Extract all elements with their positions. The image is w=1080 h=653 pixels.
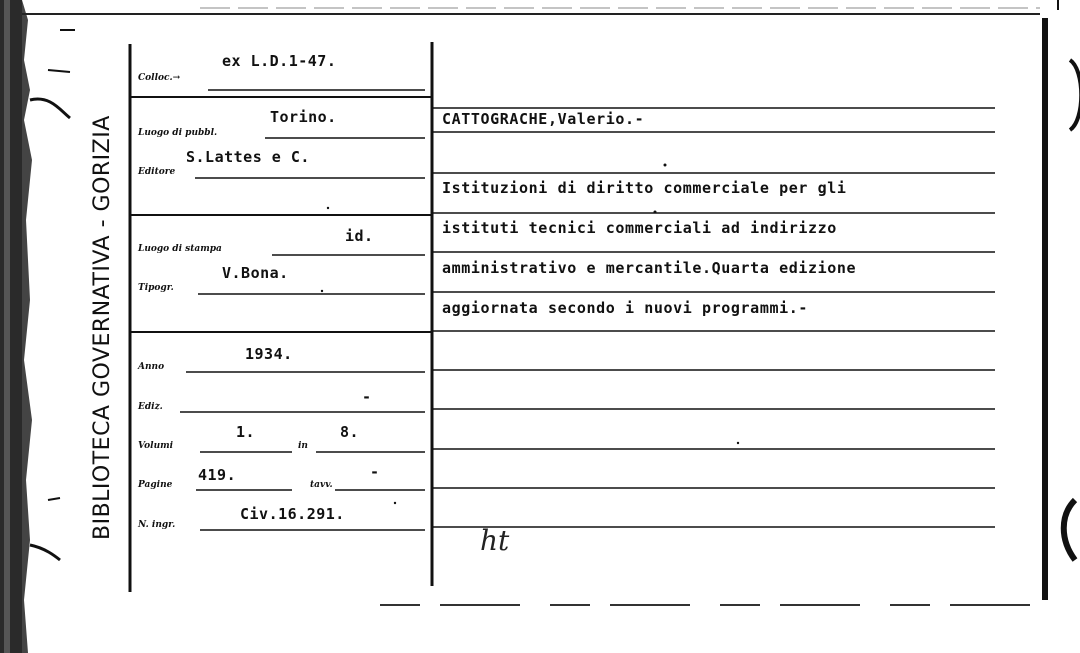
label-pagine: Pagine [138, 480, 173, 490]
value-edizione: - [362, 388, 372, 406]
value-editore: S.Lattes e C. [186, 148, 310, 166]
label-luogo-stampa: Luogo di stampa [138, 244, 222, 254]
title-line-3: amministrativo e mercantile.Quarta edizione [442, 259, 857, 277]
value-volumi: 1. [236, 423, 256, 441]
value-tipografia: V.Bona. [222, 264, 289, 282]
label-editore: Editore [138, 167, 176, 177]
handwritten-signature: ht [480, 524, 510, 557]
title-line-1: Istituzioni di diritto commerciale per gli [442, 179, 847, 197]
title-line-4: aggiornata secondo i nuovi programmi.- [442, 299, 808, 317]
label-n-ingr: N. ingr. [138, 520, 176, 530]
value-anno: 1934. [245, 345, 293, 363]
label-collocazione: Colloc.→ [138, 73, 181, 83]
binding-edge [0, 0, 22, 653]
value-tavole: - [370, 463, 380, 481]
label-luogo-pubbl: Luogo di pubbl. [138, 128, 218, 138]
title-line-2: istituti tecnici commerciali ad indirizzo [442, 219, 837, 237]
value-in: 8. [340, 423, 360, 441]
value-luogo-pubbl: Torino. [270, 108, 337, 126]
author-heading: CATTOGRACHE,Valerio.- [442, 110, 645, 128]
label-edizione: Ediz. [138, 402, 163, 412]
label-volumi: Volumi [138, 441, 174, 451]
label-in: in [298, 441, 308, 451]
value-n-ingr: Civ.16.291. [240, 505, 345, 523]
paper-tear-left [22, 0, 32, 653]
value-luogo-stampa: id. [345, 227, 374, 245]
label-tipografia: Tipogr. [138, 283, 174, 293]
label-tavole: tavv. [310, 480, 333, 490]
label-anno: Anno [138, 362, 165, 372]
value-pagine: 419. [198, 466, 237, 484]
library-stamp: BIBLIOTECA GOVERNATIVA - GORIZIA [90, 115, 115, 540]
value-collocazione: ex L.D.1-47. [222, 52, 337, 70]
